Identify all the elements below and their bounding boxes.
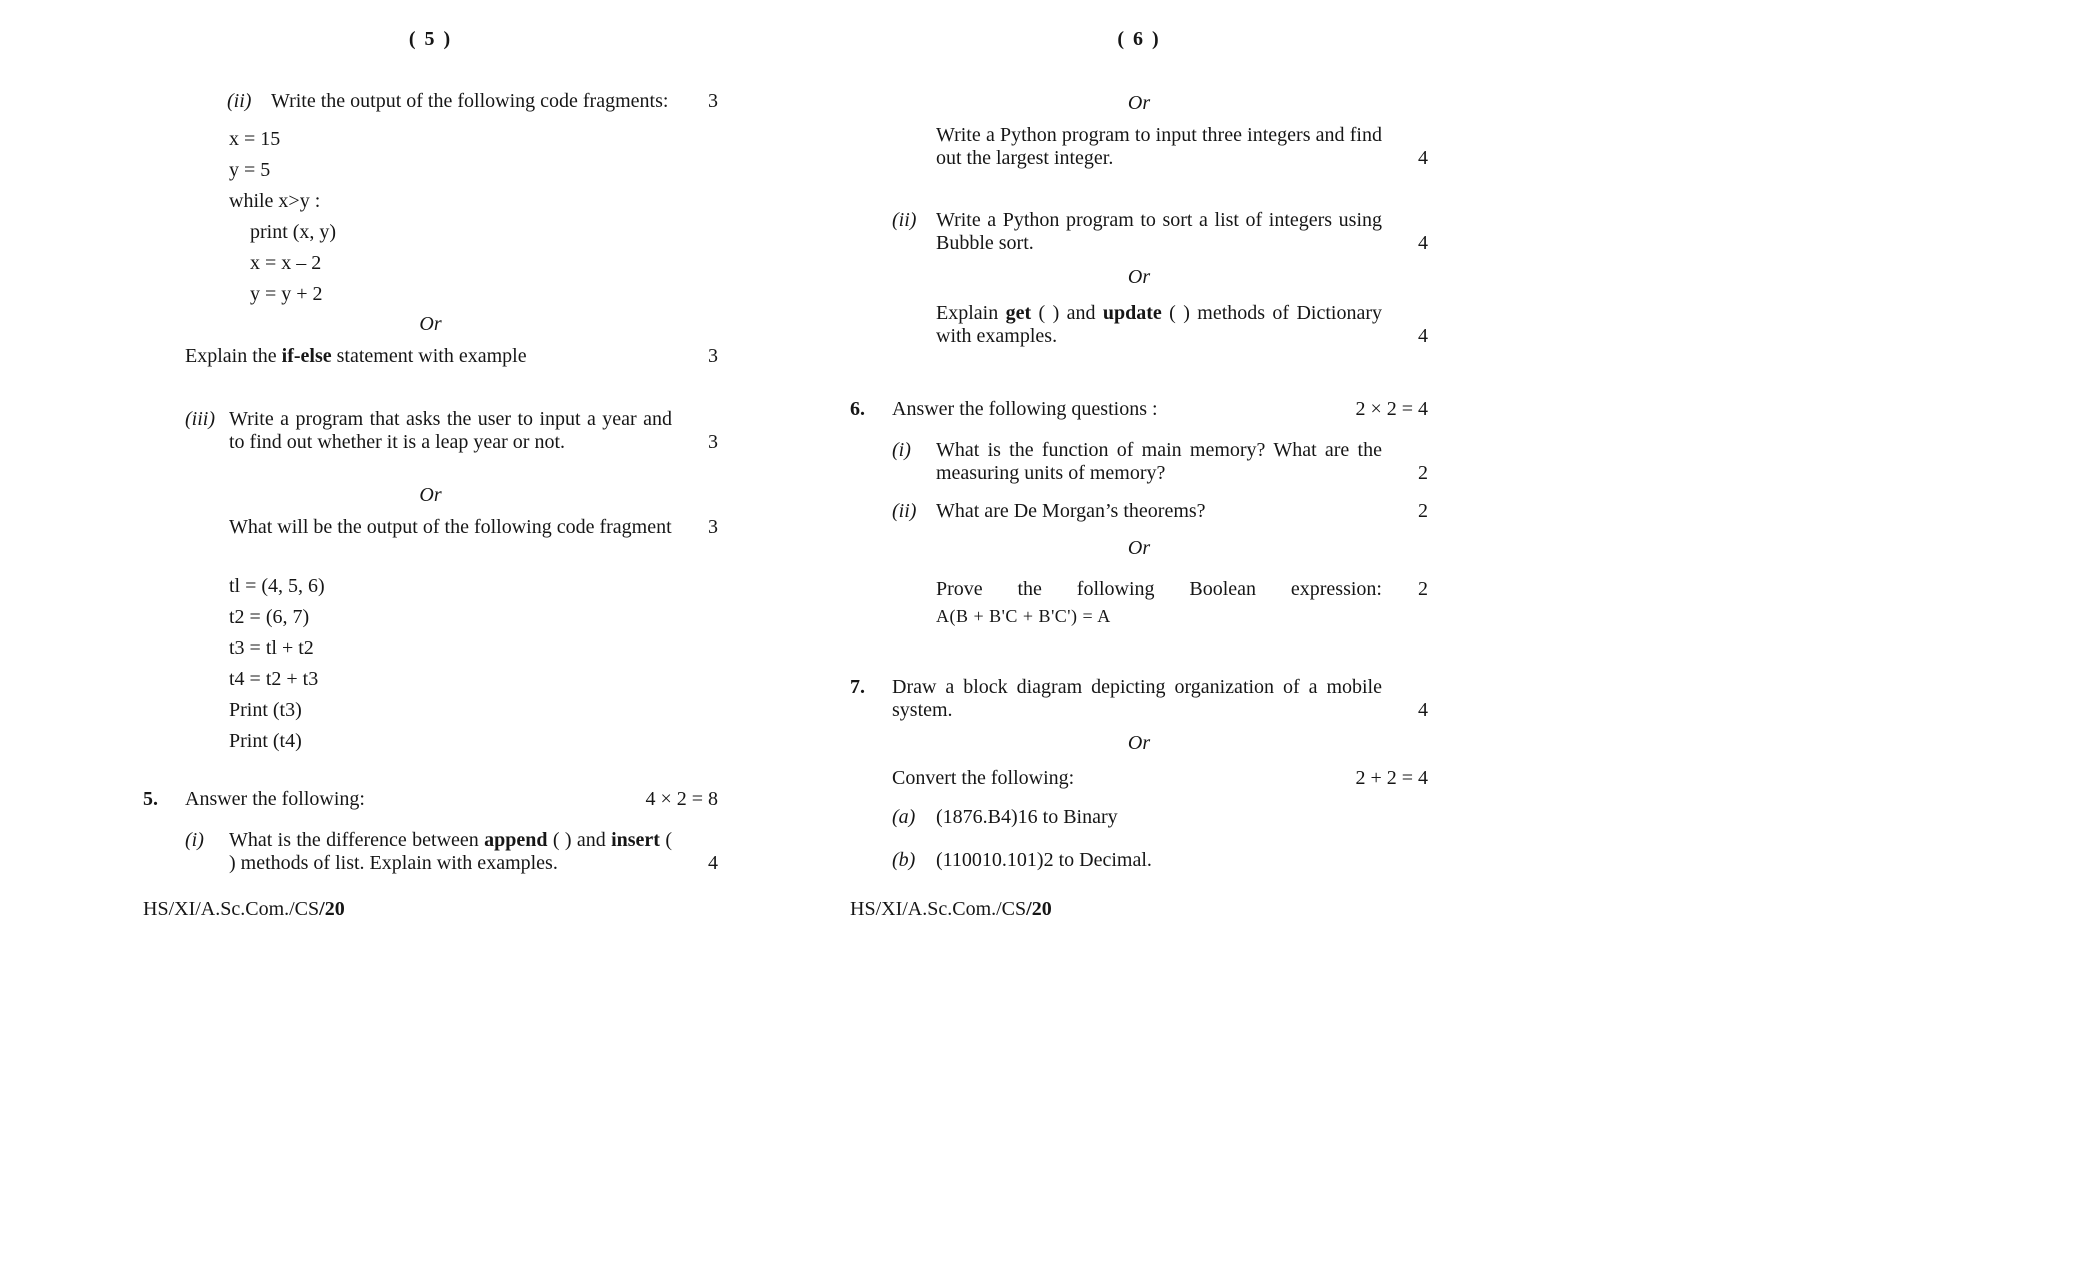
bold-keyword: if-else — [281, 345, 332, 367]
question-6-row — [850, 398, 1428, 421]
footer — [850, 898, 1428, 921]
question-marks: 4 — [1418, 325, 1428, 347]
question-text — [229, 829, 672, 875]
text-part: Explain the — [185, 345, 282, 367]
footer-code: HS/XI/A.Sc.Com./CS — [850, 898, 1027, 920]
question-text: Answer the following: — [185, 788, 365, 810]
question-marks: 3 — [708, 345, 718, 367]
question-marks: 2 — [1418, 500, 1428, 522]
question-label: (ii) — [892, 500, 917, 522]
question-marks: 4 — [1418, 232, 1428, 254]
code-line: t4 = t2 + t3 — [229, 668, 319, 690]
question-label: (iii) — [185, 408, 215, 430]
question-6-or-row — [936, 578, 1428, 601]
question-marks: 3 — [708, 90, 718, 112]
code-line: t2 = (6, 7) — [229, 606, 310, 628]
question-text: What are De Morgan’s theorems? — [936, 500, 1206, 522]
item-text: (110010.101)2 to Decimal. — [936, 849, 1152, 871]
code-line: t3 = tl + t2 — [229, 637, 314, 659]
page-number: ( 6 ) — [1117, 28, 1161, 50]
question-text: Write a Python program to input three integers and find out the largest integer. — [936, 124, 1382, 169]
footer-code: HS/XI/A.Sc.Com./CS — [143, 898, 320, 920]
question-marks: 2 — [1418, 462, 1428, 484]
code-line: x = 15 — [229, 128, 281, 150]
item-label: (b) — [892, 849, 916, 871]
or-separator: Or — [419, 484, 442, 506]
convert-item-b-row — [892, 849, 1428, 872]
or-separator: Or — [1127, 732, 1151, 754]
question-marks: 4 — [1418, 147, 1428, 169]
question-marks: 2 × 2 = 4 — [1355, 398, 1428, 420]
footer-code-bold: /20 — [319, 898, 345, 920]
item-label: (a) — [892, 806, 916, 828]
text-part: statement with example — [331, 345, 527, 367]
question-6i-row — [892, 439, 1428, 485]
question-text: Prove the following Boolean expression: — [936, 578, 1382, 600]
question-5i-row — [185, 829, 718, 875]
question-marks: 4 — [1418, 699, 1428, 721]
question-text — [185, 345, 672, 368]
code-fragment-2 — [143, 571, 718, 757]
code-line: x = x – 2 — [250, 252, 322, 274]
exam-page-5 — [143, 0, 718, 1275]
question-marks: 3 — [708, 431, 718, 453]
question-number: 5. — [143, 788, 158, 810]
question-6ii-row — [892, 500, 1428, 523]
code-line: y = y + 2 — [250, 283, 323, 305]
text-part: Explain — [936, 302, 1006, 324]
question-label: (i) — [892, 439, 911, 461]
question-2ii-or-row — [185, 345, 718, 368]
bold-keyword: update — [1102, 302, 1162, 324]
question-text: What is the function of main memory? What are the measuring units of memory? — [936, 439, 1382, 484]
question-number: 7. — [850, 676, 865, 698]
question-text: Write the output of the following code fragments: — [271, 90, 669, 112]
boolean-expression: A(B + B'C + B'C') = A — [936, 606, 1111, 626]
text-part: ( ) and — [547, 829, 612, 851]
or-separator: Or — [1127, 537, 1151, 559]
code-line: Print (t3) — [229, 699, 302, 721]
question-text: Answer the following questions : — [892, 398, 1158, 420]
text-part: ( ) methods of list. Explain with examples. — [229, 829, 672, 874]
question-text: Draw a block diagram depicting organization of a mobile system. — [892, 676, 1382, 721]
exam-page-6 — [850, 0, 1428, 1275]
question-marks: 4 — [708, 852, 718, 874]
question-2ii-row — [227, 90, 718, 113]
code-line: tl = (4, 5, 6) — [229, 575, 325, 597]
text-part: ( ) methods of Dictionary with examples. — [936, 302, 1383, 347]
question-marks: 4 × 2 = 8 — [645, 788, 718, 810]
bold-keyword: insert — [611, 829, 660, 851]
code-line: print (x, y) — [250, 221, 337, 243]
code-fragment-1 — [143, 124, 718, 310]
bold-keyword: get — [1005, 302, 1032, 324]
text-part: What is the difference between — [229, 829, 485, 851]
question-7-or-row — [892, 767, 1428, 790]
question-2iii-row — [185, 408, 718, 454]
code-line: while x>y : — [229, 190, 321, 212]
question-marks: 2 — [1418, 578, 1428, 600]
question-label: (ii) — [227, 90, 252, 112]
question-7-row — [850, 676, 1428, 722]
question-5ii-row — [892, 209, 1428, 255]
question-marks: 2 + 2 = 4 — [1355, 767, 1428, 789]
item-text: (1876.B4)16 to Binary — [936, 806, 1118, 828]
or-separator: Or — [419, 313, 442, 335]
bold-keyword: append — [484, 829, 548, 851]
question-2iii-or-row — [229, 516, 718, 539]
question-text: What will be the output of the following code fragment — [229, 516, 672, 538]
footer — [143, 898, 718, 921]
footer-code-bold: /20 — [1026, 898, 1052, 920]
or-separator: Or — [1127, 266, 1151, 288]
or-separator: Or — [1127, 92, 1151, 114]
convert-item-a-row — [892, 806, 1428, 829]
question-text: Write a Python program to sort a list of integers using Bubble sort. — [936, 209, 1382, 254]
question-text — [936, 302, 1382, 348]
question-number: 6. — [850, 398, 865, 420]
question-5-row — [143, 788, 718, 811]
question-label: (i) — [185, 829, 204, 851]
question-text: Write a program that asks the user to input a year and to find out whether it is a leap year or not. — [229, 408, 672, 453]
code-line: Print (t4) — [229, 730, 302, 752]
question-marks: 3 — [708, 516, 718, 538]
text-part: ( ) and — [1031, 302, 1103, 324]
question-label: (ii) — [892, 209, 917, 231]
question-5i-or-row — [936, 124, 1428, 170]
page-number: ( 5 ) — [408, 28, 453, 50]
question-5ii-or-row — [936, 302, 1428, 348]
code-line: y = 5 — [229, 159, 271, 181]
question-text: Convert the following: — [892, 767, 1075, 789]
